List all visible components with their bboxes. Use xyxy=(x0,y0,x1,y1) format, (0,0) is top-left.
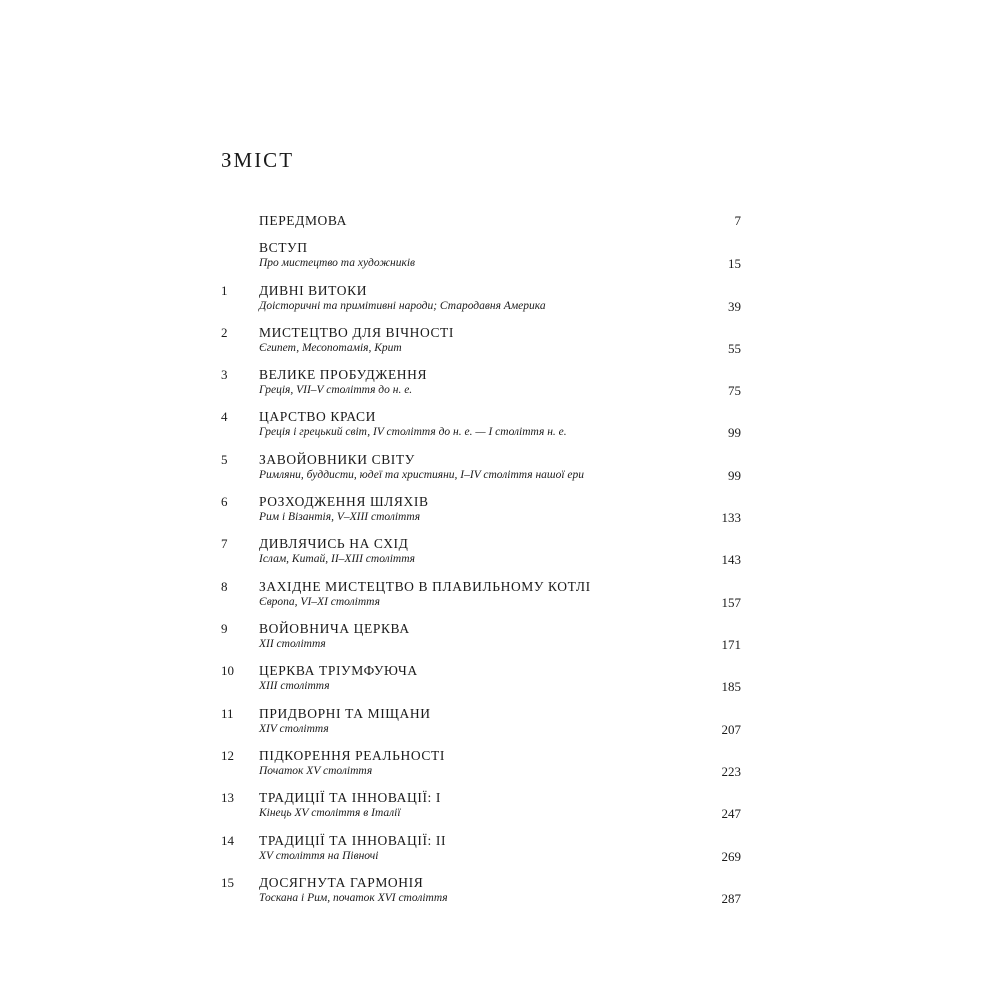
toc-entry xyxy=(221,789,741,829)
toc-entry xyxy=(221,535,741,575)
toc-entry xyxy=(221,620,741,660)
chapter-title: ВОЙОВНИЧА ЦЕРКВА xyxy=(259,621,410,636)
toc-entry xyxy=(221,705,741,745)
chapter-number: 15 xyxy=(221,875,234,890)
chapter-title: ДИВНІ ВИТОКИ xyxy=(259,283,368,298)
chapter-number: 12 xyxy=(221,748,234,763)
toc-entry xyxy=(221,282,741,322)
toc-entry xyxy=(221,747,741,787)
chapter-title: ТРАДИЦІЇ ТА ІННОВАЦІЇ: II xyxy=(259,833,447,848)
chapter-subtitle: Початок XV століття xyxy=(259,765,373,777)
chapter-number: 2 xyxy=(221,325,228,340)
toc-entry xyxy=(221,408,741,448)
toc-entry xyxy=(221,493,741,533)
chapter-title: ПЕРЕДМОВА xyxy=(259,213,348,228)
chapter-title: ДИВЛЯЧИСЬ НА СХІД xyxy=(259,536,409,551)
page-number: 75 xyxy=(728,383,741,398)
toc-entry xyxy=(221,578,741,618)
chapter-number: 14 xyxy=(221,833,234,848)
chapter-subtitle: Греція і грецький світ, IV століття до н. е. — I століття н. е. xyxy=(259,426,567,438)
page-number: 99 xyxy=(728,425,741,440)
page-number: 269 xyxy=(721,849,741,864)
chapter-subtitle: Про мистецтво та художників xyxy=(259,257,416,269)
toc-entry xyxy=(221,366,741,406)
page-title: ЗМІСТ xyxy=(221,148,295,172)
toc-entry xyxy=(221,662,741,702)
chapter-title: ПРИДВОРНІ ТА МІЩАНИ xyxy=(259,706,431,721)
chapter-title: ВЕЛИКЕ ПРОБУДЖЕННЯ xyxy=(259,367,428,382)
toc-entry xyxy=(221,832,741,872)
chapter-title: ЗАХІДНЕ МИСТЕЦТВО В ПЛАВИЛЬНОМУ КОТЛІ xyxy=(259,579,591,594)
chapter-subtitle: Іслам, Китай, II–XIII століття xyxy=(259,553,415,565)
page-number: 185 xyxy=(721,679,741,694)
chapter-subtitle: XIII століття xyxy=(259,680,330,692)
page-number: 133 xyxy=(721,510,741,525)
chapter-subtitle: Єгипет, Месопотамія, Крит xyxy=(259,342,402,354)
chapter-number: 7 xyxy=(221,536,228,551)
chapter-number: 10 xyxy=(221,663,234,678)
chapter-number: 11 xyxy=(221,706,234,721)
chapter-subtitle: XV століття на Півночі xyxy=(259,850,379,862)
page-number: 247 xyxy=(721,806,741,821)
chapter-subtitle: Тоскана і Рим, початок XVI століття xyxy=(259,892,448,904)
page-number: 171 xyxy=(721,637,741,652)
page-number: 39 xyxy=(728,299,741,314)
page-number: 143 xyxy=(721,552,741,567)
chapter-number: 8 xyxy=(221,579,228,594)
chapter-number: 5 xyxy=(221,452,228,467)
chapter-title: РОЗХОДЖЕННЯ ШЛЯХІВ xyxy=(259,494,429,509)
toc-entry xyxy=(221,324,741,364)
toc-entry xyxy=(221,451,741,491)
chapter-title: ЦАРСТВО КРАСИ xyxy=(259,409,376,424)
page-number: 157 xyxy=(721,595,741,610)
page-number: 7 xyxy=(734,213,741,228)
chapter-number: 1 xyxy=(221,283,228,298)
chapter-subtitle: Європа, VI–XI століття xyxy=(259,596,380,608)
page-number: 287 xyxy=(721,891,741,906)
chapter-title: ЦЕРКВА ТРІУМФУЮЧА xyxy=(259,663,418,678)
chapter-number: 9 xyxy=(221,621,228,636)
chapter-title: ТРАДИЦІЇ ТА ІННОВАЦІЇ: I xyxy=(259,790,441,805)
chapter-number: 3 xyxy=(221,367,228,382)
chapter-subtitle: Греція, VII–V століття до н. е. xyxy=(259,384,413,396)
chapter-subtitle: Рим і Візантія, V–XIII століття xyxy=(259,511,421,523)
chapter-title: ДОСЯГНУТА ГАРМОНІЯ xyxy=(259,875,424,890)
chapter-subtitle: XII століття xyxy=(259,638,326,650)
page-number: 99 xyxy=(728,468,741,483)
chapter-number: 6 xyxy=(221,494,228,509)
chapter-number: 4 xyxy=(221,409,228,424)
page-number: 207 xyxy=(721,722,741,737)
page-number: 55 xyxy=(728,341,741,356)
toc-entry xyxy=(221,239,741,279)
chapter-title: МИСТЕЦТВО ДЛЯ ВІЧНОСТІ xyxy=(259,325,455,340)
chapter-number: 13 xyxy=(221,790,234,805)
chapter-subtitle: Доісторичні та примітивні народи; Стародавня Америка xyxy=(259,300,546,312)
chapter-title: ЗАВОЙОВНИКИ СВІТУ xyxy=(259,452,415,467)
page-number: 223 xyxy=(721,764,741,779)
page-number: 15 xyxy=(728,256,741,271)
chapter-title: ВСТУП xyxy=(259,240,308,255)
chapter-subtitle: Римляни, буддисти, юдеї та християни, I–IV століття нашої ери xyxy=(259,469,585,481)
toc-entry xyxy=(221,874,741,914)
chapter-subtitle: Кінець XV століття в Італії xyxy=(259,807,401,819)
chapter-title: ПІДКОРЕННЯ РЕАЛЬНОСТІ xyxy=(259,748,445,763)
chapter-subtitle: XIV століття xyxy=(259,723,329,735)
